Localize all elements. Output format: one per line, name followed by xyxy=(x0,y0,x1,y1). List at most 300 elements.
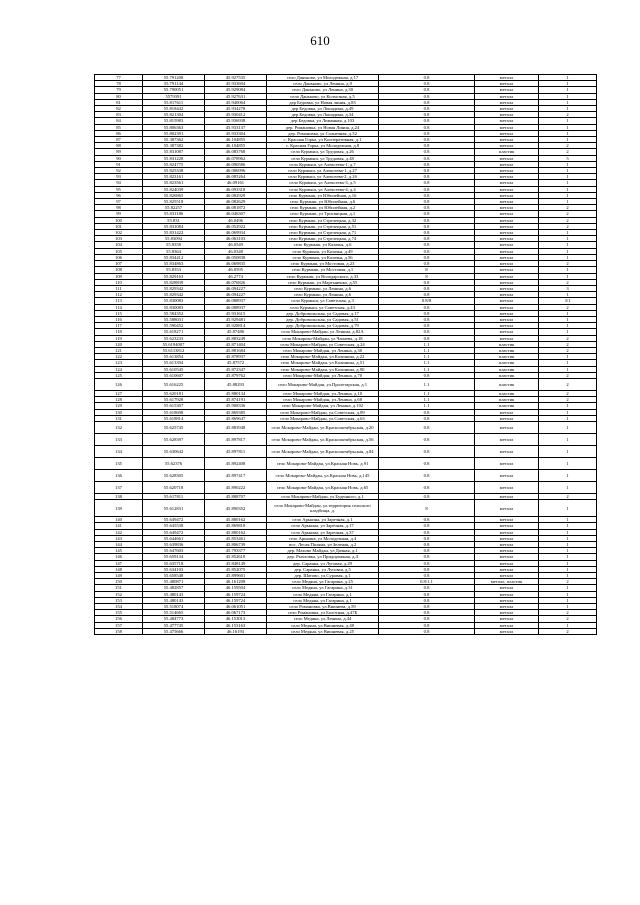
volume-cell: 1.1 xyxy=(379,341,475,347)
count-cell: 1 xyxy=(539,481,597,493)
table-row xyxy=(95,628,597,634)
volume-cell: 1.1 xyxy=(379,347,475,353)
longitude-cell: 45.869647 xyxy=(205,415,267,421)
latitude-cell: 55.644661 xyxy=(143,535,205,541)
latitude-cell: 55.610545 xyxy=(143,366,205,372)
address-cell: село Даньково, ул Ленина, д.30 xyxy=(267,87,379,93)
material-cell: металл xyxy=(475,99,539,105)
row-number-cell: 121 xyxy=(95,347,143,353)
material-cell: металл xyxy=(475,500,539,517)
longitude-cell: 45.888707 xyxy=(205,493,267,499)
address-cell: с. Красная Горка, ул Молодежная, д.8 xyxy=(267,143,379,149)
material-cell: металл xyxy=(475,168,539,174)
longitude-cell: 45.930412 xyxy=(205,112,267,118)
longitude-cell: 45.880162 xyxy=(205,517,267,523)
count-cell: 2 xyxy=(539,335,597,341)
longitude-cell: 46.088937 xyxy=(205,304,267,310)
volume-cell: 0.8 xyxy=(379,372,475,378)
latitude-cell: 55.831186 xyxy=(143,211,205,217)
volume-cell: 0.8 xyxy=(379,81,475,87)
count-cell: 2 xyxy=(539,205,597,211)
address-cell: село Курмыш, ул Трудовая, д.26 xyxy=(267,149,379,155)
material-cell: металл xyxy=(475,597,539,603)
address-cell: дер. Рыхловка, ул Придорожная, д.4 xyxy=(267,554,379,560)
address-cell: село Курмыш, ул Казачья, д.49 xyxy=(267,248,379,254)
volume-cell: 0.8 xyxy=(379,112,475,118)
latitude-cell: 55.480143 xyxy=(143,597,205,603)
row-number-cell: 118 xyxy=(95,329,143,335)
address-cell: село Мокарово-Майдан, ул.Ленина, д.10 xyxy=(267,390,379,396)
latitude-cell: 55.613394 xyxy=(143,360,205,366)
latitude-cell: 55.620181 xyxy=(143,390,205,396)
volume-cell: 0.8 xyxy=(379,99,475,105)
count-cell: 1 xyxy=(539,415,597,421)
longitude-cell: 45.892408 xyxy=(205,457,267,469)
latitude-cell: 55.620718 xyxy=(143,481,205,493)
latitude-cell: 55.829342 xyxy=(143,285,205,291)
material-cell: металл xyxy=(475,310,539,316)
count-cell: 1 xyxy=(539,529,597,535)
longitude-cell: 45.806739 xyxy=(205,541,267,547)
longitude-cell: 45.852618 xyxy=(205,554,267,560)
volume-cell: 0.8 xyxy=(379,457,475,469)
latitude-cell: 55.658548 xyxy=(143,573,205,579)
longitude-cell: 45.927631 xyxy=(205,93,267,99)
volume-cell: 0.8 xyxy=(379,87,475,93)
volume-cell: 0.8 xyxy=(379,242,475,248)
latitude-cell: 55.477745 xyxy=(143,622,205,628)
address-cell: село Курмыш, ул Алексеева-1, д.7 xyxy=(267,161,379,167)
row-number-cell: 156 xyxy=(95,616,143,622)
row-number-cell: 154 xyxy=(95,604,143,610)
latitude-cell: 55.824039 xyxy=(143,186,205,192)
count-cell: 2 xyxy=(539,217,597,223)
count-cell: 2 xyxy=(539,616,597,622)
latitude-cell: 55.831 xyxy=(143,217,205,223)
material-cell: металл xyxy=(475,75,539,81)
count-cell: 1 xyxy=(539,124,597,130)
material-cell: металл xyxy=(475,87,539,93)
row-number-cell: 123 xyxy=(95,360,143,366)
row-number-cell: 149 xyxy=(95,573,143,579)
latitude-cell: 55.823561 xyxy=(143,180,205,186)
material-cell: металл xyxy=(475,248,539,254)
count-cell: 1 xyxy=(539,445,597,457)
count-cell: 1 xyxy=(539,168,597,174)
volume-cell: 0.8 xyxy=(379,585,475,591)
material-cell: металл, пластик xyxy=(475,579,539,585)
latitude-cell: 55.613854 xyxy=(143,354,205,360)
volume-cell: 0.8 xyxy=(379,517,475,523)
count-cell: 2 xyxy=(539,149,597,155)
row-number-cell: 128 xyxy=(95,397,143,403)
count-cell: 1 xyxy=(539,180,597,186)
row-number-cell: 91 xyxy=(95,161,143,167)
longitude-cell: 45.853461 xyxy=(205,535,267,541)
latitude-cell: 55.6194007 xyxy=(143,341,205,347)
longitude-cell: 45.852075 xyxy=(205,566,267,572)
address-cell: село Мокарово-Майдан, ул.Красная Новь, д.145 xyxy=(267,469,379,481)
longitude-cell: 46.093318 xyxy=(205,186,267,192)
row-number-cell: 133 xyxy=(95,433,143,445)
latitude-cell: 55.625745 xyxy=(143,421,205,433)
row-number-cell: 107 xyxy=(95,261,143,267)
material-cell: металл xyxy=(475,493,539,499)
material-cell: металл xyxy=(475,174,539,180)
address-cell: село Мокарово-Майдан, ул.Красная Новь, д.91 xyxy=(267,457,379,469)
row-number-cell: 109 xyxy=(95,273,143,279)
latitude-cell: 55.635718 xyxy=(143,560,205,566)
address-cell: село Мокарово-Майдан, ул Ленина, д.30 xyxy=(267,347,379,353)
count-cell: 2 xyxy=(539,143,597,149)
longitude-cell: 45.878937 xyxy=(205,354,267,360)
address-cell: село Романовка, ул Болотная, д.47Б xyxy=(267,610,379,616)
longitude-cell: 46.0595 xyxy=(205,267,267,273)
material-cell: металл xyxy=(475,554,539,560)
volume-cell: 1.1 xyxy=(379,397,475,403)
material-cell: металл xyxy=(475,541,539,547)
volume-cell: 0.8 xyxy=(379,292,475,298)
material-cell: металл xyxy=(475,112,539,118)
row-number-cell: 102 xyxy=(95,230,143,236)
material-cell: металл xyxy=(475,143,539,149)
row-number-cell: 153 xyxy=(95,597,143,603)
material-cell: металл xyxy=(475,155,539,161)
longitude-cell: 46.16193 xyxy=(205,628,267,634)
address-cell: село Мокарово-Майдан, ул Чапаева, д.18 xyxy=(267,335,379,341)
count-cell: 1 xyxy=(539,137,597,143)
latitude-cell: 55.791144 xyxy=(143,81,205,87)
volume-cell: 0.8 xyxy=(379,616,475,622)
address-cell: дер. Добровольская, ул Садовая, д.17 xyxy=(267,310,379,316)
row-number-cell: 80 xyxy=(95,93,143,99)
count-cell: 1 xyxy=(539,554,597,560)
volume-cell: 0.8 xyxy=(379,566,475,572)
material-cell: металл xyxy=(475,93,539,99)
count-cell: 1 xyxy=(539,329,597,335)
row-number-cell: 145 xyxy=(95,548,143,554)
longitude-cell: 45.848149 xyxy=(205,560,267,566)
address-cell: село Курмыш, ул Юбилейная, д.16 xyxy=(267,192,379,198)
latitude-cell: 55.830083 xyxy=(143,298,205,304)
latitude-cell: 55.482857 xyxy=(143,585,205,591)
address-cell: село Мокарово-Майдан, ул Советская, д.24 xyxy=(267,341,379,347)
volume-cell: 0.8 xyxy=(379,93,475,99)
address-cell: село Даньково, ул Колхозная, д.5 xyxy=(267,93,379,99)
longitude-cell: 45.890222 xyxy=(205,481,267,493)
material-cell: металл xyxy=(475,535,539,541)
volume-cell: 0.8/1.1 xyxy=(379,579,475,585)
row-number-cell: 103 xyxy=(95,236,143,242)
address-cell: село Курмыш, ул Трудовая, д.48 xyxy=(267,155,379,161)
longitude-cell: 45.869385 xyxy=(205,409,267,415)
volume-cell: 1.1 xyxy=(379,403,475,409)
longitude-cell: 45.880134 xyxy=(205,390,267,396)
latitude-cell: 55.514665 xyxy=(143,610,205,616)
row-number-cell: 105 xyxy=(95,248,143,254)
volume-cell: 0.8 xyxy=(379,604,475,610)
row-number-cell: 86 xyxy=(95,130,143,136)
container-sites-table xyxy=(94,74,597,635)
row-number-cell: 134 xyxy=(95,445,143,457)
material-cell: металл xyxy=(475,566,539,572)
longitude-cell: 45.933304 xyxy=(205,130,267,136)
volume-cell: 0.8 xyxy=(379,180,475,186)
longitude-cell: 45.936938 xyxy=(205,118,267,124)
longitude-cell: 46.050838 xyxy=(205,254,267,260)
material-cell: металл xyxy=(475,529,539,535)
count-cell: 1 xyxy=(539,174,597,180)
longitude-cell: 46.0496 xyxy=(205,217,267,223)
latitude-cell: 55.480143 xyxy=(143,591,205,597)
longitude-cell: 46.081872 xyxy=(205,205,267,211)
volume-cell: 0.8 xyxy=(379,186,475,192)
row-number-cell: 148 xyxy=(95,566,143,572)
volume-cell: 0.8 xyxy=(379,591,475,597)
row-number-cell: 95 xyxy=(95,186,143,192)
latitude-cell: 55.617811 xyxy=(143,493,205,499)
volume-cell: 0.8 xyxy=(379,254,475,260)
count-cell: 1 xyxy=(539,560,597,566)
count-cell: 1 xyxy=(539,99,597,105)
latitude-cell: 55.659134 xyxy=(143,554,205,560)
material-cell: пластик xyxy=(475,341,539,347)
address-cell: дер Бедовка, ул Лошадина, д.34 xyxy=(267,112,379,118)
row-number-cell: 88 xyxy=(95,143,143,149)
latitude-cell: 55.484773 xyxy=(143,616,205,622)
longitude-cell: 46.153163 xyxy=(205,622,267,628)
longitude-cell: 45.87486 xyxy=(205,329,267,335)
latitude-cell: 55.475666 xyxy=(143,628,205,634)
table-row xyxy=(95,469,597,481)
material-cell: металл xyxy=(475,433,539,445)
volume-cell: 0.8 xyxy=(379,143,475,149)
volume-cell: 0.8 xyxy=(379,248,475,254)
longitude-cell: 46.094227 xyxy=(205,292,267,298)
address-cell: дер Бедовка, ул Лиманная, д.103 xyxy=(267,118,379,124)
volume-cell: 0.8 xyxy=(379,481,475,493)
row-number-cell: 117 xyxy=(95,323,143,329)
volume-cell: 8 xyxy=(379,273,475,279)
material-cell: металл xyxy=(475,285,539,291)
volume-cell: 0.8 xyxy=(379,236,475,242)
row-number-cell: 106 xyxy=(95,254,143,260)
material-cell: металл xyxy=(475,628,539,634)
volume-cell: 0.8 xyxy=(379,421,475,433)
latitude-cell: 55.802391 xyxy=(143,130,205,136)
address-cell: село Даньково, ул Молодежная, д.17 xyxy=(267,75,379,81)
count-cell: 1 xyxy=(539,421,597,433)
address-cell: село Курмыш, ул Стрелецкая, д.74 xyxy=(267,236,379,242)
count-cell: 1 xyxy=(539,236,597,242)
material-cell: пластик xyxy=(475,390,539,396)
latitude-cell: 55.8358 xyxy=(143,242,205,248)
address-cell: село Курмыш, ул Стрелецкая, д.32 xyxy=(267,217,379,223)
row-number-cell: 99 xyxy=(95,211,143,217)
material-cell: пластик xyxy=(475,378,539,390)
volume-cell: 0.8 xyxy=(379,285,475,291)
address-cell: село Мокарово-Майдан, ул.Ленина, д.68 xyxy=(267,397,379,403)
longitude-cell: 46.069934 xyxy=(205,230,267,236)
address-cell: село Курмыш, ул Мартыненко, д.55 xyxy=(267,279,379,285)
latitude-cell: 55.831087 xyxy=(143,149,205,155)
count-cell: 1 xyxy=(539,566,597,572)
longitude-cell: 46.061051 xyxy=(205,604,267,610)
volume-cell: 0.8 xyxy=(379,560,475,566)
material-cell: металл xyxy=(475,261,539,267)
page-number: 610 xyxy=(310,33,330,48)
address-cell: село Мокарово-Майдан, ул Калинина, д.90 xyxy=(267,366,379,372)
latitude-cell: 55.815983 xyxy=(143,118,205,124)
count-cell: 1 xyxy=(539,409,597,415)
count-cell: 1 xyxy=(539,273,597,279)
latitude-cell: 55.790051 xyxy=(143,87,205,93)
count-cell: 1 xyxy=(539,433,597,445)
longitude-cell: 45.88293 xyxy=(205,378,267,390)
material-cell: металл xyxy=(475,523,539,529)
row-number-cell: 142 xyxy=(95,529,143,535)
count-cell: 1 xyxy=(539,323,597,329)
material-cell: металл xyxy=(475,279,539,285)
longitude-cell: 46.076826 xyxy=(205,279,267,285)
latitude-cell: 55.617928 xyxy=(143,397,205,403)
address-cell: село Курмыш, ул Юбилейная, д.6 xyxy=(267,199,379,205)
volume-cell: 0.8 xyxy=(379,161,475,167)
latitude-cell: 55.806363 xyxy=(143,124,205,130)
address-cell: село Арькина, ул Заречная, д.17 xyxy=(267,523,379,529)
latitude-cell: 55.834412 xyxy=(143,254,205,260)
row-number-cell: 104 xyxy=(95,242,143,248)
volume-cell: 0.8 xyxy=(379,279,475,285)
volume-cell: 1.1 xyxy=(379,354,475,360)
latitude-cell: 55.834863 xyxy=(143,261,205,267)
latitude-cell: 55.825338 xyxy=(143,168,205,174)
longitude-cell: 45.928814 xyxy=(205,323,267,329)
address-cell: село Курмыш, ул Мостовая, д.23 xyxy=(267,261,379,267)
row-number-cell: 100 xyxy=(95,217,143,223)
longitude-cell: 45.940064 xyxy=(205,99,267,105)
count-cell: 1 xyxy=(539,541,597,547)
row-number-cell: 96 xyxy=(95,192,143,198)
address-cell: село Мокарово-Майдан, ул.территория сельского кладбища, д. xyxy=(267,500,379,517)
count-cell: 1 xyxy=(539,292,597,298)
volume-cell: 0.8 xyxy=(379,174,475,180)
volume-cell: 0.8 xyxy=(379,523,475,529)
address-cell: село Арькина, ул Молодежная, д.4 xyxy=(267,535,379,541)
material-cell: металл xyxy=(475,180,539,186)
count-cell: 1 xyxy=(539,199,597,205)
volume-cell: 0.8/8 xyxy=(379,298,475,304)
volume-cell: 0.8 xyxy=(379,137,475,143)
latitude-cell: 55.6113812 xyxy=(143,347,205,353)
table-body xyxy=(95,75,597,635)
count-cell: 1 xyxy=(539,186,597,192)
material-cell: металл xyxy=(475,199,539,205)
count-cell: 2 xyxy=(539,112,597,118)
material-cell: металл xyxy=(475,604,539,610)
address-cell: село Курмыш, ул Советская, д.3 xyxy=(267,298,379,304)
material-cell: металл xyxy=(475,254,539,260)
longitude-cell: 46.085264 xyxy=(205,174,267,180)
count-cell: 1 xyxy=(539,130,597,136)
material-cell: металл xyxy=(475,205,539,211)
longitude-cell: 46.052922 xyxy=(205,223,267,229)
address-cell: село Курмыш, ул Алексеева-2, д.2б xyxy=(267,174,379,180)
table-row xyxy=(95,457,597,469)
count-cell: 1 xyxy=(539,81,597,87)
address-cell: дер. Махово Майдан, ул Дачная, д.1 xyxy=(267,548,379,554)
volume-cell: 0.8 xyxy=(379,106,475,112)
count-cell: 2 xyxy=(539,347,597,353)
latitude-cell: 55.612831 xyxy=(143,500,205,517)
volume-cell: 1.1 xyxy=(379,366,475,372)
longitude-cell: 45.908336 xyxy=(205,403,267,409)
address-cell: село Мокарово-Майдан, ул Ленина, д.82А xyxy=(267,329,379,335)
longitude-cell: 46.0348 xyxy=(205,248,267,254)
address-cell: село Мокарово-Майдан, ул.Красная Новь, д.65 xyxy=(267,481,379,493)
volume-cell: 0.8 xyxy=(379,433,475,445)
row-number-cell: 147 xyxy=(95,560,143,566)
volume-cell: 0.8 xyxy=(379,223,475,229)
material-cell: пластик xyxy=(475,347,539,353)
row-number-cell: 111 xyxy=(95,285,143,291)
latitude-cell: 55.829163 xyxy=(143,273,205,279)
longitude-cell: 45.890352 xyxy=(205,500,267,517)
table-row xyxy=(95,378,597,390)
volume-cell: 0.8 xyxy=(379,554,475,560)
address-cell: дер. Саранка, ул Луговая, д.5 xyxy=(267,566,379,572)
material-cell: пластик xyxy=(475,149,539,155)
latitude-cell: 55.824775 xyxy=(143,161,205,167)
count-cell: 1 xyxy=(539,254,597,260)
count-cell: 1 xyxy=(539,366,597,372)
address-cell: село Медяна, ул.Ленина, д.44 xyxy=(267,616,379,622)
count-cell: 1 xyxy=(539,573,597,579)
address-cell: село Курмыш, ул Алексеева-1, д.27 xyxy=(267,168,379,174)
latitude-cell: 55.821304 xyxy=(143,112,205,118)
volume-cell: 0.8 xyxy=(379,211,475,217)
material-cell: металл xyxy=(475,211,539,217)
address-cell: село Курмыш, ул Ленина, д.6 xyxy=(267,285,379,291)
material-cell: металл xyxy=(475,481,539,493)
volume-cell: 0.8 xyxy=(379,415,475,421)
volume-cell: 1.1 xyxy=(379,360,475,366)
longitude-cell: 46.104855 xyxy=(205,137,267,143)
count-cell: 5 xyxy=(539,155,597,161)
volume-cell: 0.8 xyxy=(379,493,475,499)
longitude-cell: 46.0549 xyxy=(205,242,267,248)
latitude-cell: 55.8353 xyxy=(143,267,205,273)
material-cell: металл xyxy=(475,585,539,591)
count-cell: 2 xyxy=(539,211,597,217)
count-cell: 1 xyxy=(539,87,597,93)
latitude-cell: 55.62376 xyxy=(143,457,205,469)
latitude-cell: 55.828839 xyxy=(143,279,205,285)
longitude-cell: 46.104855 xyxy=(205,143,267,149)
row-number-cell: 77 xyxy=(95,75,143,81)
volume-cell: 0.8 xyxy=(379,192,475,198)
count-cell: 1 xyxy=(539,316,597,322)
count-cell: 1 xyxy=(539,500,597,517)
material-cell: пластик xyxy=(475,354,539,360)
volume-cell: 0.8 xyxy=(379,149,475,155)
longitude-cell: 46.161208 xyxy=(205,579,267,585)
count-cell: 2 xyxy=(539,341,597,347)
address-cell: село Даньково, ул Ленина, д.9 xyxy=(267,81,379,87)
address-cell: село Мокарово-Майдан, ул Калинина, д.51 xyxy=(267,360,379,366)
volume-cell: 0.8 xyxy=(379,469,475,481)
volume-cell: 0.8 xyxy=(379,205,475,211)
